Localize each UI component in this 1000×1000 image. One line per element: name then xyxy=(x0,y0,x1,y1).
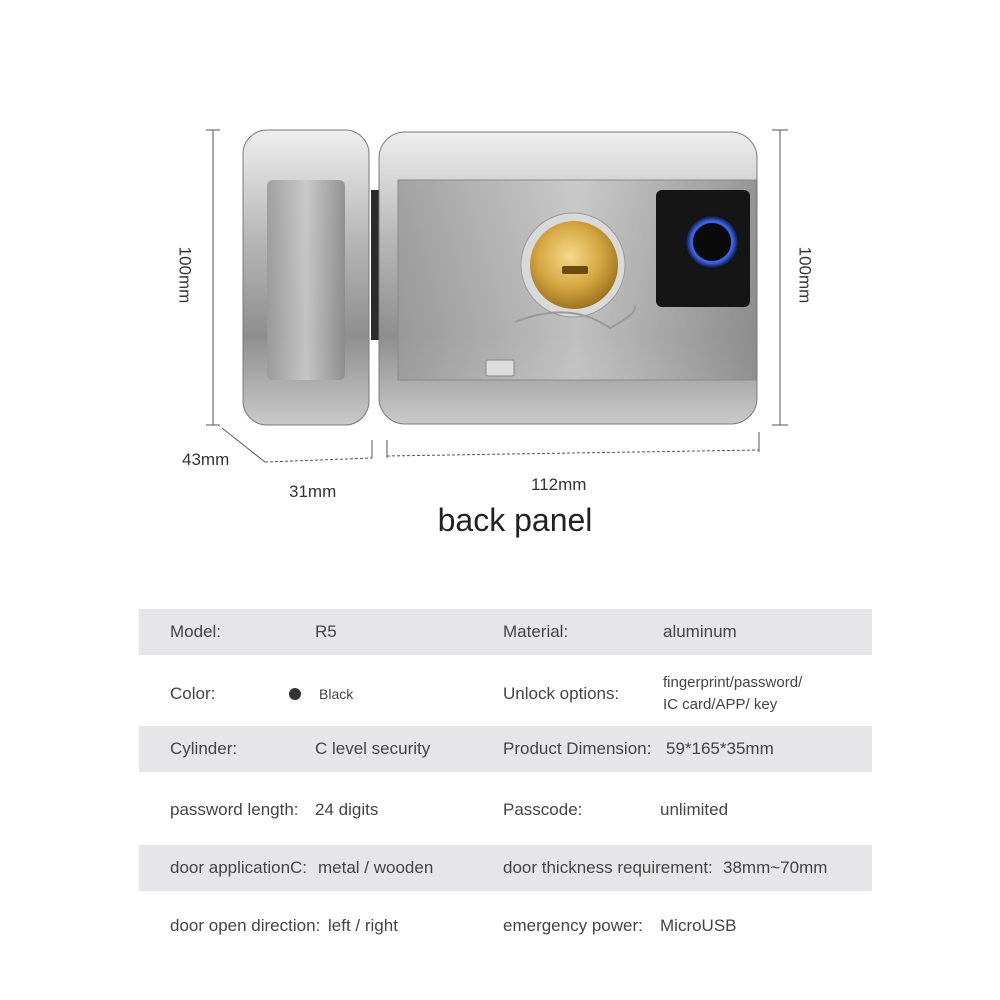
passcode-label: Passcode: xyxy=(503,800,583,819)
unlock-value xyxy=(663,666,802,722)
model-value: R5 xyxy=(315,622,337,641)
key-cylinder xyxy=(530,221,618,309)
material-value: aluminum xyxy=(663,622,737,641)
unlock-value-line2: IC card/APP/ key xyxy=(663,696,778,713)
door-app-value: metal / wooden xyxy=(318,858,434,877)
password-label: password length: xyxy=(170,800,299,819)
spec-row xyxy=(139,726,872,772)
left-height-label: 100mm xyxy=(175,246,195,304)
color-value-wrap xyxy=(289,666,353,722)
dimension-label: Product Dimension: xyxy=(503,739,652,758)
spec-row xyxy=(139,845,872,891)
spec-row xyxy=(139,666,872,722)
power-value: MicroUSB xyxy=(660,916,737,935)
color-swatch xyxy=(289,688,301,700)
model-label: Model: xyxy=(170,622,222,641)
door-app-label: door applicationC: xyxy=(170,858,308,877)
direction-label: door open direction: xyxy=(170,916,321,935)
cylinder-value: C level security xyxy=(315,739,431,758)
thickness-label: door thickness requirement: xyxy=(503,858,713,877)
right-height-label: 100mm xyxy=(795,246,815,304)
unlock-label: Unlock options: xyxy=(503,684,620,703)
spec-row xyxy=(139,787,872,833)
cylinder-label: Cylinder: xyxy=(170,739,238,758)
page-title: back panel xyxy=(437,502,593,538)
side-width-label: 31mm xyxy=(289,482,337,501)
power-label: emergency power: xyxy=(503,916,643,935)
strike-plate xyxy=(243,130,385,425)
thickness-value: 38mm~70mm xyxy=(723,858,828,877)
color-label: Color: xyxy=(170,684,216,703)
passcode-value: unlimited xyxy=(660,800,729,819)
spec-row xyxy=(139,609,872,655)
spec-row xyxy=(139,903,872,949)
depth-label: 43mm xyxy=(182,450,230,469)
unlock-value-line1: fingerprint/password/ xyxy=(663,674,803,691)
material-label: Material: xyxy=(503,622,569,641)
password-value: 24 digits xyxy=(315,800,379,819)
direction-value: left / right xyxy=(328,916,398,935)
lock-body xyxy=(379,132,757,424)
color-value: Black xyxy=(319,686,354,702)
body-width-label: 112mm xyxy=(531,475,587,494)
dimension-value: 59*165*35mm xyxy=(666,739,774,758)
